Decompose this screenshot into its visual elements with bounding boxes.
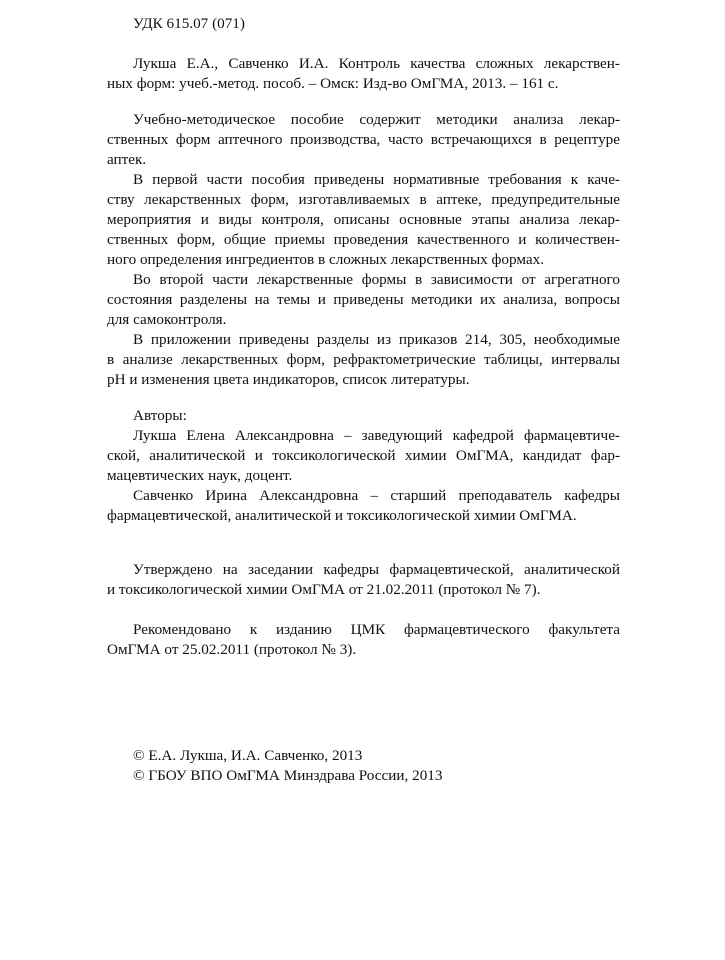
abstract-line: ного определения ингредиентов в сложных лекарственных формах.: [107, 251, 544, 268]
abstract-line: мероприятия и виды контроля, описаны основные этапы анализа лекар-: [107, 211, 620, 228]
citation-line: Лукша Е.А., Савченко И.А. Контроль качества сложных лекарствен-: [133, 55, 620, 72]
abstract-line: состояния разделены на темы и приведены методики их анализа, вопросы: [107, 291, 620, 308]
abstract-line: аптек.: [107, 151, 147, 168]
abstract-line: ственных форм аптечного производства, часто встречающихся в рецептуре: [107, 131, 620, 148]
author-line: фармацевтической, аналитической и токсикологической химии ОмГМА.: [107, 507, 577, 524]
abstract-line: ственных форм, общие приемы проведения качественного и количествен-: [107, 231, 620, 248]
abstract-line: Во второй части лекарственные формы в зависимости от агрегатного: [133, 271, 620, 288]
abstract-line: в анализе лекарственных форм, рефрактометрические таблицы, интервалы: [107, 351, 620, 368]
author-line: ской, аналитической и токсикологической химии ОмГМА, кандидат фар-: [107, 447, 620, 464]
abstract-line: Учебно-методическое пособие содержит методики анализа лекар-: [133, 111, 620, 128]
copyright-line: © ГБОУ ВПО ОмГМА Минздрава России, 2013: [133, 767, 443, 784]
author-line: мацевтических наук, доцент.: [107, 467, 293, 484]
udk-code: УДК 615.07 (071): [133, 15, 245, 32]
approval-line: и токсикологической химии ОмГМА от 21.02.2011 (протокол № 7).: [107, 581, 541, 598]
copyright-line: © Е.А. Лукша, И.А. Савченко, 2013: [133, 747, 363, 764]
recommendation-line: ОмГМА от 25.02.2011 (протокол № 3).: [107, 641, 357, 658]
author-line: Лукша Елена Александровна – заведующий кафедрой фармацевтиче-: [133, 427, 620, 444]
authors-heading: Авторы:: [133, 407, 187, 424]
citation-line: ных форм: учеб.-метод. пособ. – Омск: Изд-во ОмГМА, 2013. – 161 с.: [107, 75, 559, 92]
abstract-line: рН и изменения цвета индикаторов, список литературы.: [107, 371, 470, 388]
abstract-line: ству лекарственных форм, изготавливаемых в аптеке, предупредительные: [107, 191, 620, 208]
abstract-line: В приложении приведены разделы из приказов 214, 305, необходимые: [133, 331, 620, 348]
author-line: Савченко Ирина Александровна – старший преподаватель кафедры: [133, 487, 620, 504]
abstract-line: для самоконтроля.: [107, 311, 227, 328]
approval-line: Утверждено на заседании кафедры фармацевтической, аналитической: [133, 561, 620, 578]
abstract-line: В первой части пособия приведены нормативные требования к каче-: [133, 171, 620, 188]
recommendation-line: Рекомендовано к изданию ЦМК фармацевтического факультета: [133, 621, 620, 638]
